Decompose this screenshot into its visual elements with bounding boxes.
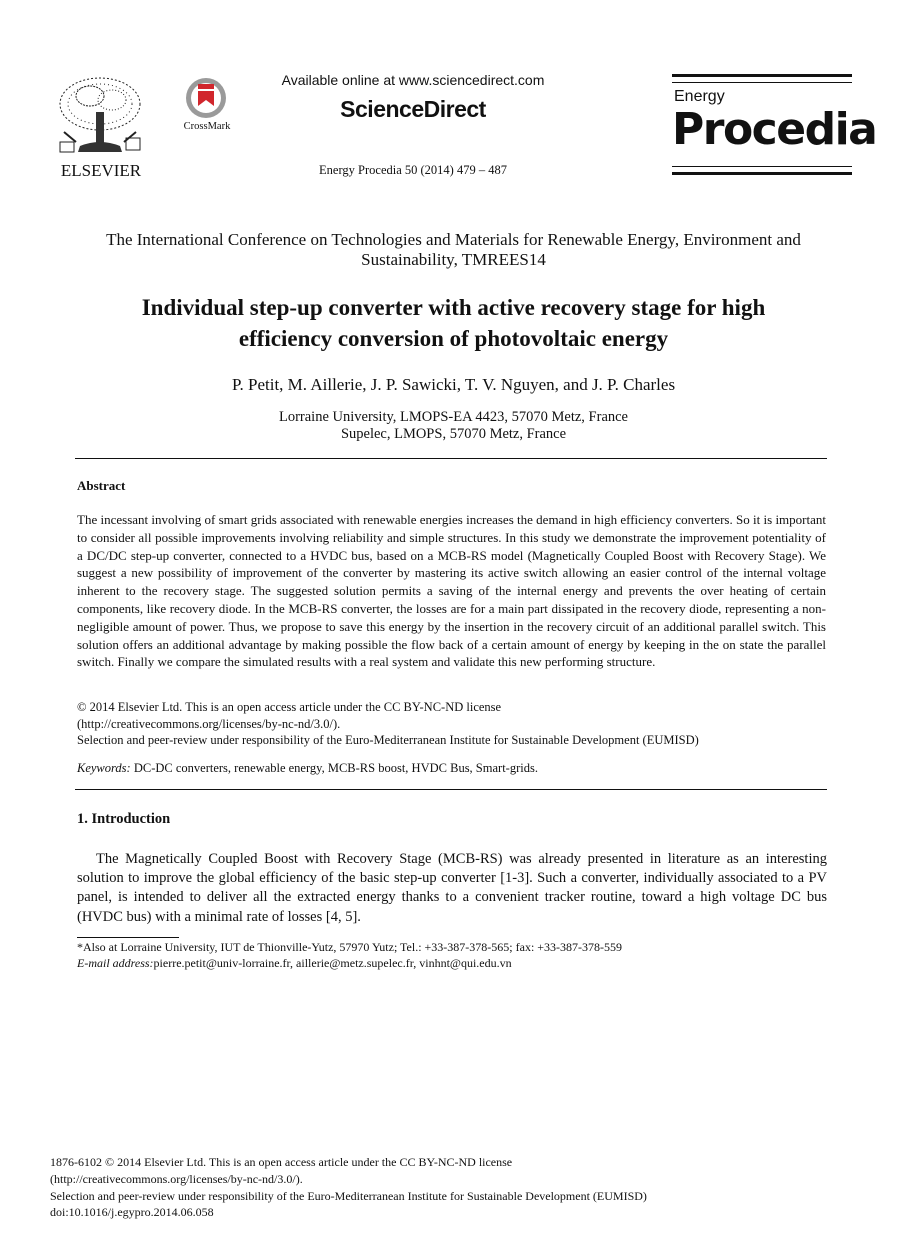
paper-title-line-1: Individual step-up converter with active recovery stage for high: [141, 295, 766, 320]
elsevier-logo: [50, 72, 152, 180]
logo-energy-word: Energy: [674, 88, 725, 105]
affiliation-1: Lorraine University, LMOPS-EA 4423, 57070 Metz, France: [278, 409, 628, 425]
abstract-text: The incessant involving of smart grids associated with renewable energies increases the demand in high efficiency converters. So it is important to consider all possible improvements involving reliability and simple structures. In this study we demonstrate the improvement potentiality of a DC/DC step-up converter, connected to a HVDC bus, based on a MCB-RS model (Magnetically Coupled Boost with Recovery Stage). We suggest a new possibility of improvement of the converter by mastering its active switch allowing an easier control of the internal voltage inherent to the recovery stage. The suggested solution permits a saving of the internal energy and prevents the over heating of certain components, like recovery diode. In the MCB-RS converter, the losses are for a main part dissipated in the recovery diode, representing a non-negligible amount of power. Thus, we propose to save this energy by the insertion in the recovery circuit of an additional parallel switch. This solution offers an additional advantage by making possible the flow back of a certain amount of energy by keeping in the on state the parallel switch. Finally we compare the simulated results with a real system and validate this new performing structure.: [77, 512, 826, 670]
affiliations: [80, 409, 827, 443]
section-divider: [75, 789, 827, 790]
introduction-heading: 1. Introduction: [77, 811, 171, 827]
footnote-rule: [77, 937, 179, 938]
crossmark-badge[interactable]: [176, 76, 240, 134]
crossmark-icon: [176, 76, 240, 134]
copyright-line: © 2014 Elsevier Ltd. This is an open access article under the CC BY-NC-ND license: [77, 700, 502, 714]
footer-peer-review: Selection and peer-review under responsibility of the Euro-Mediterranean Institute for Sustainable Development (EUMISD): [50, 1188, 647, 1203]
footer-license-link[interactable]: (http://creativecommons.org/licenses/by-nc-nd/3.0/).: [50, 1171, 303, 1186]
paper-title-line-2: efficiency conversion of photovoltaic energy: [238, 326, 669, 351]
journal-reference: Energy Procedia 50 (2014) 479 – 487: [319, 163, 507, 177]
logo-rule: [672, 166, 852, 167]
elsevier-wordmark: ELSEVIER: [60, 161, 142, 180]
conference-name: The International Conference on Technologies and Materials for Renewable Energy, Environment and Sustainability, TMREES14: [106, 230, 801, 269]
keywords-label: Keywords:: [77, 761, 131, 775]
introduction-text: The Magnetically Coupled Boost with Recovery Stage (MCB-RS) was already presented in literature as an interesting solution to improve the global efficiency of the basic step-up converter [1-3]. Such a converter, individually associated to a PV panel, is intended to deliver all the extracted energy thanks to a convenient tracker routine, toward a high voltage DC bus (HVDC bus) with a minimal rate of losses [4, 5].: [77, 851, 827, 925]
logo-rule: [672, 74, 852, 77]
elsevier-tree-icon: [50, 72, 152, 180]
license-link[interactable]: (http://creativecommons.org/licenses/by-nc-nd/3.0/).: [77, 716, 341, 731]
corresponding-author-note: *Also at Lorraine University, IUT de Thionville-Yutz, 57970 Yutz; Tel.: +33-387-378-565; fax: +33-387-378-559: [77, 940, 623, 954]
energy-procedia-logo: [672, 74, 877, 180]
keywords-line: [77, 760, 837, 777]
copyright-notice: [77, 699, 837, 749]
section-divider: [75, 458, 827, 459]
sciencedirect-brand: ScienceDirect: [340, 96, 486, 122]
publication-footer: [50, 1154, 850, 1221]
affiliation-2: Supelec, LMOPS, 57070 Metz, France: [340, 426, 567, 442]
available-online-text: Available online at www.sciencedirect.com: [281, 72, 545, 88]
author-list: P. Petit, M. Aillerie, J. P. Sawicki, T. V. Nguyen, and J. P. Charles: [231, 375, 676, 394]
paper-title: [80, 292, 827, 354]
keywords-list: DC-DC converters, renewable energy, MCB-RS boost, HVDC Bus, Smart-grids.: [130, 761, 538, 775]
peer-review-note: Selection and peer-review under responsibility of the Euro-Mediterranean Institute for Sustainable Development (EUMISD): [77, 733, 699, 747]
doi-link[interactable]: doi:10.1016/j.egypro.2014.06.058: [50, 1205, 214, 1220]
abstract-heading: Abstract: [77, 478, 126, 493]
crossmark-label: CrossMark: [183, 121, 231, 132]
logo-rule: [672, 172, 852, 175]
email-line: [77, 955, 837, 971]
logo-procedia-word: Procedia: [672, 104, 877, 155]
email-label: E-mail address:: [77, 956, 154, 970]
issn-line: 1876-6102 © 2014 Elsevier Ltd. This is an open access article under the CC BY-NC-ND license: [50, 1155, 513, 1169]
logo-rule: [672, 82, 852, 83]
email-addresses[interactable]: pierre.petit@univ-lorraine.fr, aillerie@metz.supelec.fr, vinhnt@qui.edu.vn: [153, 956, 512, 970]
